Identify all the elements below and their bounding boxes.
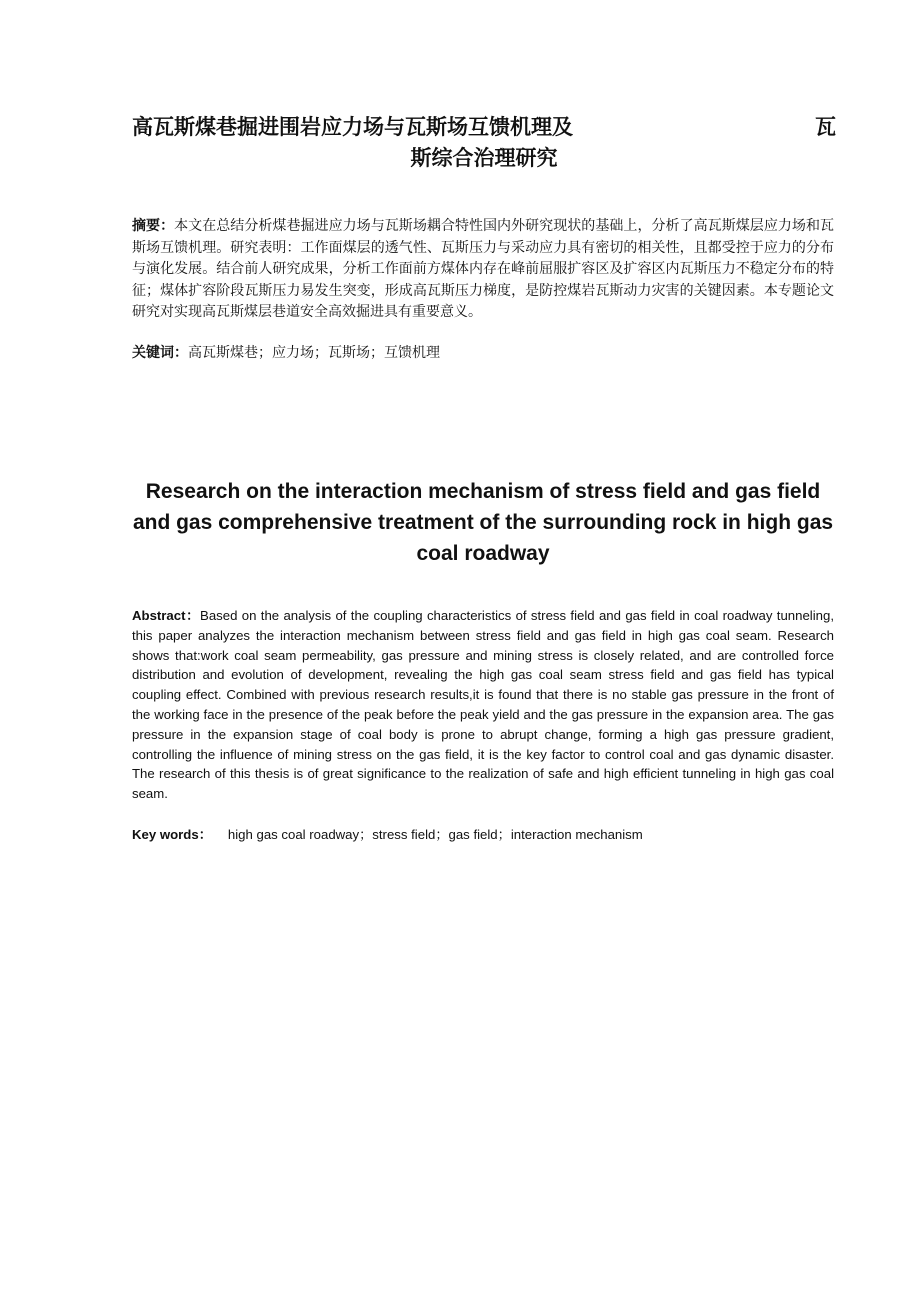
english-keywords <box>132 825 834 845</box>
english-keywords-label: Key words： <box>132 827 212 842</box>
chinese-title-line-1-left: 高瓦斯煤巷掘进围岩应力场与瓦斯场互馈机理及 <box>132 115 573 139</box>
english-abstract-text: Based on the analysis of the coupling characteristics of stress field and gas field in coal roadway tunneling, this paper analyzes the interaction mechanism between stress field and gas field in high gas coal seam. Research shows that:work coal seam permeability, gas pressure and mining stress is closely related, and are controlled force distribution and evolution of development, revealing the high gas coal seam stress field and gas field has typical coupling effect. Combined with previous research results,it is found that there is no stable gas pressure in the front of the working face in the presence of the peak before the peak yield and the gas pressure in the expansion area. The gas pressure in the expansion stage of coal body is prone to abrupt change, forming a high gas pressure gradient, controlling the influence of mining stress on the gas field, it is the key factor to control coal and gas dynamic disaster. The research of this thesis is of great significance to the realization of safe and high efficient tunneling in high gas coal seam. <box>132 608 834 802</box>
chinese-abstract <box>132 216 834 324</box>
chinese-abstract-text: 本文在总结分析煤巷掘进应力场与瓦斯场耦合特性国内外研究现状的基础上，分析了高瓦斯煤层应力场和瓦斯场互馈机理。研究表明：工作面煤层的透气性、瓦斯压力与采动应力具有密切的相关性，且都受控于应力的分布与演化发展。结合前人研究成果，分析工作面前方煤体内存在峰前屈服扩容区及扩容区内瓦斯压力不稳定分布的特征；煤体扩容阶段瓦斯压力易发生突变，形成高瓦斯压力梯度，是防控煤岩瓦斯动力灾害的关键因素。本专题论文研究对实现高瓦斯煤层巷道安全高效掘进具有重要意义。 <box>132 218 834 320</box>
chinese-title-line-1 <box>132 112 836 143</box>
chinese-title <box>132 112 836 174</box>
chinese-keywords <box>132 343 834 364</box>
chinese-title-line-2: 斯综合治理研究 <box>410 146 558 170</box>
english-abstract-label: Abstract： <box>132 608 201 623</box>
chinese-abstract-label: 摘要： <box>132 218 175 234</box>
chinese-title-line-1-right: 瓦 <box>815 115 836 139</box>
chinese-keywords-text: 高瓦斯煤巷；应力场；瓦斯场；互馈机理 <box>188 345 440 361</box>
chinese-keywords-label: 关键词： <box>132 345 188 361</box>
english-title: Research on the interaction mechanism of stress field and gas field and gas comprehensive treatment of the surrounding rock in high gas coal roadway <box>132 480 834 565</box>
english-keywords-text: high gas coal roadway；stress field；gas field；interaction mechanism <box>227 827 643 842</box>
english-abstract <box>132 606 834 804</box>
